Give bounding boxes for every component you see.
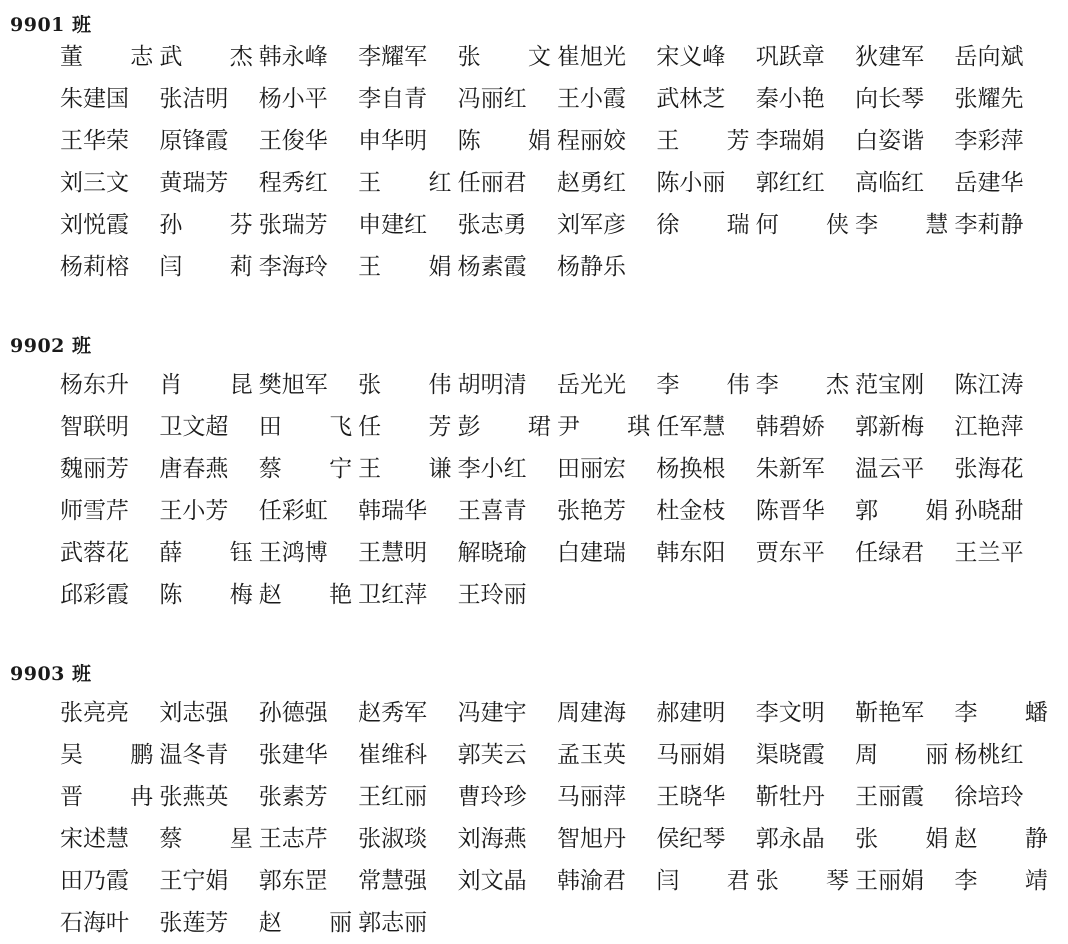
student-name: 王华荣 [60, 128, 129, 154]
student-name: 岳向斌 [954, 44, 1024, 70]
student-name: 崔维科 [358, 742, 428, 768]
student-name: 常慧强 [358, 868, 428, 894]
class-title: 9902 班 [10, 335, 92, 357]
student-name: 王红丽 [358, 784, 428, 810]
student-name: 张瑞芳 [258, 212, 328, 238]
student-name: 陈 梅 [159, 582, 273, 608]
student-name: 郭 娟 [855, 498, 969, 524]
student-name: 何 侠 [755, 212, 870, 238]
student-name: 王 芳 [656, 128, 770, 154]
student-name: 李 慧 [855, 212, 969, 238]
student-name: 靳牡丹 [755, 784, 825, 810]
student-name: 王晓华 [656, 784, 726, 810]
student-name: 刘文晶 [457, 868, 527, 894]
student-name: 冯丽红 [457, 86, 527, 112]
student-name: 任彩虹 [258, 498, 328, 524]
student-name: 郭芙云 [457, 742, 527, 768]
student-name: 徐 瑞 [656, 212, 770, 238]
student-name: 朱新军 [755, 456, 825, 482]
student-name: 蔡 宁 [258, 456, 373, 482]
student-name: 郭红红 [755, 170, 825, 196]
student-name: 彭 珺 [457, 414, 571, 440]
student-name: 温云平 [855, 456, 925, 482]
student-name: 原锋霞 [159, 128, 229, 154]
student-name: 朱建国 [60, 86, 129, 112]
student-name: 郭东罡 [258, 868, 328, 894]
student-name: 李 蟠 [954, 700, 1068, 726]
student-name-grid [60, 364, 1051, 616]
student-name: 李自青 [358, 86, 428, 112]
student-name: 狄建军 [855, 44, 925, 70]
student-name: 王兰平 [954, 540, 1024, 566]
student-name: 李耀军 [358, 44, 428, 70]
student-name: 董 志 [60, 44, 174, 70]
student-name: 杨素霞 [457, 254, 527, 280]
student-name: 黄瑞芳 [159, 170, 229, 196]
student-name: 智旭丹 [556, 826, 626, 852]
student-name: 任绿君 [855, 540, 925, 566]
student-name: 张素芳 [258, 784, 328, 810]
student-name: 温冬青 [159, 742, 229, 768]
student-name: 任 芳 [358, 414, 472, 440]
student-name: 李小红 [457, 456, 527, 482]
student-name: 郭永晶 [755, 826, 825, 852]
student-name: 李文明 [755, 700, 825, 726]
student-name: 李瑞娟 [755, 128, 825, 154]
student-name: 李莉静 [954, 212, 1024, 238]
student-name: 申华明 [358, 128, 428, 154]
student-name: 邱彩霞 [60, 582, 129, 608]
student-name: 孙晓甜 [954, 498, 1024, 524]
student-name: 任军慧 [656, 414, 726, 440]
student-name: 张莲芳 [159, 910, 229, 936]
student-name: 宋述慧 [60, 826, 129, 852]
student-name: 秦小艳 [755, 86, 825, 112]
student-name: 解晓瑜 [457, 540, 527, 566]
student-name: 王 娟 [358, 254, 472, 280]
student-name: 郝建明 [656, 700, 726, 726]
student-name: 杨静乐 [556, 254, 626, 280]
student-name: 田丽宏 [556, 456, 626, 482]
student-name: 宋义峰 [656, 44, 726, 70]
student-name: 陈小丽 [656, 170, 726, 196]
student-name: 冯建宇 [457, 700, 527, 726]
student-name: 刘悦霞 [60, 212, 129, 238]
student-name: 郭志丽 [358, 910, 428, 936]
student-name: 赵勇红 [556, 170, 626, 196]
student-name: 王玲丽 [457, 582, 527, 608]
student-name: 贾东平 [755, 540, 825, 566]
student-name: 程丽姣 [556, 128, 626, 154]
student-name: 刘军彦 [556, 212, 626, 238]
student-name: 王宁娟 [159, 868, 229, 894]
student-name: 韩碧娇 [755, 414, 825, 440]
student-name: 武 杰 [159, 44, 273, 70]
student-name: 张 伟 [358, 372, 472, 398]
student-name-grid [60, 692, 1068, 944]
student-name: 张燕英 [159, 784, 229, 810]
student-name: 武蓉花 [60, 540, 129, 566]
student-name: 张亮亮 [60, 700, 129, 726]
student-name: 王慧明 [358, 540, 428, 566]
student-name: 刘海燕 [457, 826, 527, 852]
student-name: 张 琴 [755, 868, 870, 894]
student-name: 崔旭光 [556, 44, 626, 70]
student-name: 韩永峰 [258, 44, 328, 70]
student-name: 张海花 [954, 456, 1024, 482]
student-name: 晋 冉 [60, 784, 174, 810]
student-name: 杨莉榕 [60, 254, 129, 280]
student-name: 王丽娟 [855, 868, 925, 894]
student-name: 向长琴 [855, 86, 925, 112]
student-name: 张建华 [258, 742, 328, 768]
student-name: 唐春燕 [159, 456, 229, 482]
student-name: 王 红 [358, 170, 472, 196]
student-name: 程秀红 [258, 170, 328, 196]
student-name: 王 谦 [358, 456, 472, 482]
student-name: 王小芳 [159, 498, 229, 524]
student-name: 侯纪琴 [656, 826, 726, 852]
student-name: 巩跃章 [755, 44, 825, 70]
student-name: 刘三文 [60, 170, 129, 196]
student-name: 杜金枝 [656, 498, 726, 524]
student-name: 杨小平 [258, 86, 328, 112]
student-name: 申建红 [358, 212, 428, 238]
student-name: 胡明清 [457, 372, 527, 398]
student-name: 曹玲珍 [457, 784, 527, 810]
student-name: 魏丽芳 [60, 456, 129, 482]
student-name: 吴 鹏 [60, 742, 174, 768]
student-name: 高临红 [855, 170, 925, 196]
student-name: 郭新梅 [855, 414, 925, 440]
student-name: 白建瑞 [556, 540, 626, 566]
student-name: 王志芹 [258, 826, 328, 852]
student-name: 韩渝君 [556, 868, 626, 894]
student-name: 靳艳军 [855, 700, 925, 726]
student-name: 肖 昆 [159, 372, 273, 398]
student-name: 陈 娟 [457, 128, 571, 154]
student-name: 张淑琰 [358, 826, 428, 852]
student-name: 徐培玲 [954, 784, 1024, 810]
student-name: 陈晋华 [755, 498, 825, 524]
student-name: 张洁明 [159, 86, 229, 112]
student-name: 周建海 [556, 700, 626, 726]
student-name: 李 杰 [755, 372, 870, 398]
student-name: 范宝刚 [855, 372, 925, 398]
student-name: 孟玉英 [556, 742, 626, 768]
student-name: 田乃霞 [60, 868, 129, 894]
student-name: 张耀先 [954, 86, 1024, 112]
student-name: 闫 莉 [159, 254, 273, 280]
student-name: 李海玲 [258, 254, 328, 280]
student-name: 任丽君 [457, 170, 527, 196]
class-title: 9903 班 [10, 663, 92, 685]
student-name-grid [60, 36, 1051, 288]
student-name: 王俊华 [258, 128, 328, 154]
student-name: 王喜青 [457, 498, 527, 524]
student-name: 杨东升 [60, 372, 129, 398]
student-name: 李彩萍 [954, 128, 1024, 154]
student-name: 樊旭军 [258, 372, 328, 398]
class-title: 9901 班 [10, 14, 92, 36]
student-name: 韩东阳 [656, 540, 726, 566]
student-name: 王丽霞 [855, 784, 925, 810]
student-name: 赵 艳 [258, 582, 373, 608]
student-name: 李 伟 [656, 372, 770, 398]
student-name: 薛 钰 [159, 540, 273, 566]
student-name: 张 文 [457, 44, 571, 70]
student-name: 马丽娟 [656, 742, 726, 768]
student-name: 蔡 星 [159, 826, 273, 852]
student-name: 武林芝 [656, 86, 726, 112]
student-name: 赵 丽 [258, 910, 373, 936]
student-name: 周 丽 [855, 742, 969, 768]
student-name: 石海叶 [60, 910, 129, 936]
student-name: 江艳萍 [954, 414, 1024, 440]
student-name: 岳光光 [556, 372, 626, 398]
student-name: 张 娟 [855, 826, 969, 852]
student-name: 张志勇 [457, 212, 527, 238]
student-name: 李 靖 [954, 868, 1068, 894]
student-name: 赵秀军 [358, 700, 428, 726]
student-name: 刘志强 [159, 700, 229, 726]
student-name: 卫红萍 [358, 582, 428, 608]
student-name: 王鸿博 [258, 540, 328, 566]
student-name: 卫文超 [159, 414, 229, 440]
student-name: 陈江涛 [954, 372, 1024, 398]
student-name: 闫 君 [656, 868, 770, 894]
student-name: 师雪芹 [60, 498, 129, 524]
student-name: 马丽萍 [556, 784, 626, 810]
student-name: 孙 芬 [159, 212, 273, 238]
student-name: 韩瑞华 [358, 498, 428, 524]
student-name: 岳建华 [954, 170, 1024, 196]
student-name: 张艳芳 [556, 498, 626, 524]
student-name: 渠晓霞 [755, 742, 825, 768]
student-name: 智联明 [60, 414, 129, 440]
student-name: 王小霞 [556, 86, 626, 112]
student-name: 孙德强 [258, 700, 328, 726]
student-name: 赵 静 [954, 826, 1068, 852]
student-name: 尹 琪 [556, 414, 671, 440]
student-name: 白姿谐 [855, 128, 925, 154]
student-name: 杨桃红 [954, 742, 1024, 768]
student-name: 田 飞 [258, 414, 373, 440]
student-name: 杨换根 [656, 456, 726, 482]
